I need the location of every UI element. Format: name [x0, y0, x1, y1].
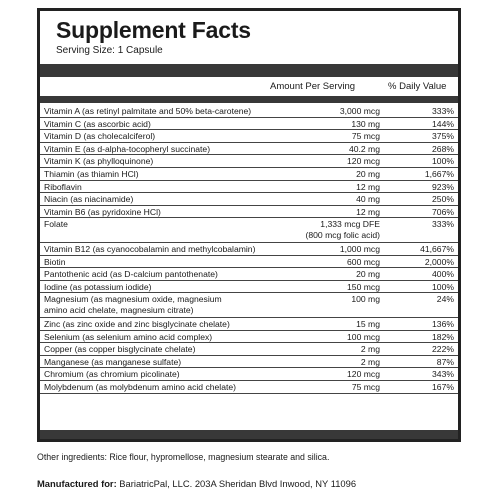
supplement-facts-panel: [37, 8, 461, 442]
table-row: [40, 318, 458, 331]
table-row: [40, 118, 458, 131]
nutrient-daily-value: 250%: [432, 194, 454, 205]
nutrient-amount: 40.2 mg: [348, 143, 380, 154]
table-row: [40, 143, 458, 156]
nutrient-amount: 150 mcg: [347, 281, 380, 292]
nutrient-daily-value: 41,667%: [420, 244, 454, 254]
nutrient-name: Manganese (as manganese sulfate): [44, 356, 182, 367]
nutrient-daily-value: 923%: [432, 181, 454, 192]
table-row: [40, 206, 458, 219]
table-row: [40, 343, 458, 356]
table-row: [40, 281, 458, 294]
table-row: [40, 181, 458, 194]
nutrient-name: Vitamin B6 (as pyridoxine HCl): [44, 206, 161, 217]
nutrient-amount: 40 mg: [356, 194, 380, 205]
nutrient-daily-value: 167%: [432, 382, 454, 392]
nutrient-daily-value: 333%: [432, 219, 454, 230]
table-row: [40, 105, 458, 118]
nutrient-daily-value: 2,000%: [424, 256, 454, 267]
nutrient-name: Vitamin D (as cholecalciferol): [44, 131, 156, 142]
nutrient-amount: 75 mcg: [351, 382, 380, 392]
nutrient-amount: 12 mg: [356, 206, 380, 217]
table-row: [40, 268, 458, 281]
nutrient-name: Biotin: [44, 256, 66, 267]
nutrient-name: Chromium (as chromium picolinate): [44, 369, 180, 380]
nutrient-name: Zinc (as zinc oxide and zinc bisglycinate chelate): [44, 319, 230, 329]
nutrient-amount: 130 mg: [351, 118, 380, 129]
nutrient-daily-value: 400%: [432, 269, 454, 280]
header-amount-per-serving: Amount Per Serving: [270, 81, 356, 92]
nutrient-amount: 100 mg: [351, 294, 380, 305]
nutrient-name: Thiamin (as thiamin HCl): [44, 169, 139, 179]
manufacturer-label: Manufactured for:: [37, 478, 117, 489]
nutrient-name: Folate: [44, 219, 68, 230]
table-row: [40, 218, 458, 243]
nutrient-name: Vitamin C (as ascorbic acid): [44, 118, 151, 129]
nutrient-daily-value: 100%: [432, 156, 454, 167]
nutrient-daily-value: 222%: [432, 344, 454, 355]
divider-bar: [40, 64, 458, 77]
nutrient-name: Vitamin B12 (as cyanocobalamin and methylcobalamin): [44, 244, 256, 254]
nutrient-daily-value: 268%: [432, 143, 454, 154]
nutrient-amount: 15 mg: [356, 319, 380, 329]
nutrient-amount: 100 mcg: [347, 331, 380, 342]
nutrient-name: Vitamin A (as retinyl palmitate and 50% beta-carotene): [44, 106, 252, 116]
nutrient-name: Pantothenic acid (as D-calcium pantothenate): [44, 269, 218, 280]
table-row: [40, 381, 458, 394]
nutrient-amount: 120 mcg: [347, 156, 380, 167]
nutrient-amount: 2 mg: [360, 344, 380, 355]
divider-bar: [40, 430, 458, 439]
nutrient-name: Iodine (as potassium iodide): [44, 281, 152, 292]
table-row: [40, 168, 458, 181]
manufacturer-line: [37, 478, 356, 490]
nutrient-daily-value: 136%: [432, 319, 454, 329]
nutrient-amount: 1,333 mcg DFE: [320, 219, 380, 230]
nutrient-amount: 20 mg: [356, 269, 380, 280]
nutrient-daily-value: 1,667%: [424, 169, 454, 179]
nutrient-amount: 1,000 mcg: [339, 244, 380, 254]
nutrient-name: Magnesium (as magnesium oxide, magnesium: [44, 294, 222, 305]
table-row: [40, 193, 458, 206]
nutrient-amount: 600 mcg: [347, 256, 380, 267]
nutrient-name: Copper (as copper bisglycinate chelate): [44, 344, 196, 355]
nutrient-name: Vitamin K (as phylloquinone): [44, 156, 154, 167]
nutrient-name: Selenium (as selenium amino acid complex): [44, 331, 213, 342]
nutrient-daily-value: 100%: [432, 281, 454, 292]
table-row: [40, 356, 458, 369]
divider-bar: [40, 96, 458, 103]
nutrient-amount: 12 mg: [356, 181, 380, 192]
nutrient-daily-value: 182%: [432, 331, 454, 342]
nutrient-amount: 20 mg: [356, 169, 380, 179]
panel-title: Supplement Facts: [56, 17, 251, 43]
nutrient-name: Vitamin E (as d-alpha-tocopheryl succinate): [44, 143, 211, 154]
nutrient-amount: 3,000 mcg: [339, 106, 380, 116]
nutrient-amount: 2 mg: [360, 356, 380, 367]
nutrient-daily-value: 24%: [436, 294, 454, 305]
table-row: [40, 331, 458, 344]
manufacturer-text: BariatricPal, LLC. 203A Sheridan Blvd Inwood, NY 11096: [116, 478, 357, 489]
other-ingredients: Other ingredients: Rice flour, hypromellose, magnesium stearate and silica.: [37, 452, 330, 462]
nutrient-name: Riboflavin: [44, 181, 82, 192]
nutrient-daily-value: 706%: [432, 206, 454, 217]
table-row: [40, 293, 458, 318]
nutrient-daily-value: 375%: [432, 131, 454, 142]
nutrient-amount-line2: (800 mcg folic acid): [305, 230, 380, 241]
header-daily-value: % Daily Value: [388, 81, 447, 92]
table-row: [40, 130, 458, 143]
nutrient-amount: 120 mcg: [347, 369, 380, 380]
table-row: [40, 256, 458, 269]
nutrient-daily-value: 343%: [432, 369, 454, 380]
nutrient-name: Niacin (as niacinamide): [44, 194, 134, 205]
table-row: [40, 155, 458, 168]
nutrient-daily-value: 333%: [432, 106, 454, 116]
nutrient-daily-value: 144%: [432, 118, 454, 129]
nutrient-daily-value: 87%: [436, 356, 454, 367]
table-row: [40, 243, 458, 256]
nutrient-name-line2: amino acid chelate, magnesium citrate): [44, 305, 194, 316]
nutrient-name: Molybdenum (as molybdenum amino acid chelate): [44, 382, 237, 392]
serving-size: Serving Size: 1 Capsule: [56, 45, 163, 56]
table-row: [40, 368, 458, 381]
nutrient-amount: 75 mcg: [351, 131, 380, 142]
